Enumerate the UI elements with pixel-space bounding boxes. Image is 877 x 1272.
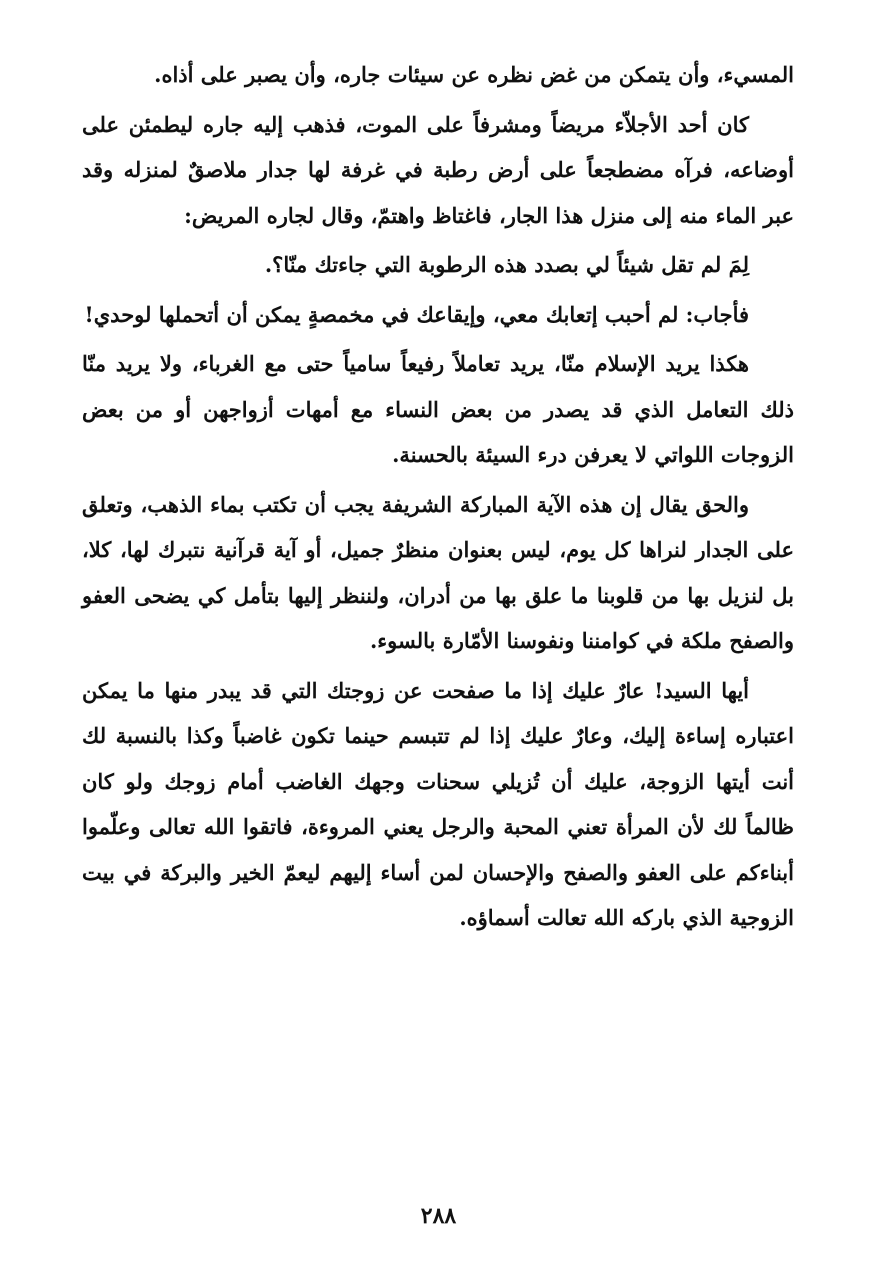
page-number: ٢٨٨ <box>420 1203 457 1229</box>
body-text <box>82 52 794 941</box>
paragraph-islam: هكذا يريد الإسلام منّا، يريد تعاملاً رفيعاً سامياً حتى مع الغرباء، ولا يريد منّا ذلك التعامل الذي قد يصدر من بعض النساء مع أمهات أزواجهن أو من بعض الزوجات اللواتي لا يعرفن درء السيئة بالحسنة. <box>82 351 794 467</box>
paragraph-verse: والحق يقال إن هذه الآية المباركة الشريفة يجب أن تكتب بماء الذهب، وتعلق على الجدار لنراها كل يوم، ليس بعنوان منظرٌ جميل، أو آية قرآنية نتبرك لها، كلا، بل لنزيل بها من قلوبنا ما علق بها من أدران، ولننظر إليها بتأمل كي يضحى العفو والصفح ملكة في كوامننا ونفوسنا الأمّارة بالسوء. <box>82 491 794 653</box>
paragraph-question: لِمَ لم تقل شيئاً لي بصدد هذه الرطوبة التي جاءتك منّا؟. <box>264 252 749 277</box>
paragraph-advice: أيها السيد! عارٌ عليك إذا ما صفحت عن زوجتك التي قد يبدر منها ما يمكن اعتباره إساءة إليك، وعارٌ عليك إذا لم تتبسم حينما تكون غاضباً وكذا بالنسبة لك أنت أيتها الزوجة، عليك أن تُزيلي سحنات وجهك الغاضب أمام زوجك ولو كان ظالماً لك لأن المرأة تعني المحبة والرجل يعني المروءة، فاتقوا الله تعالى وعلّموا أبناءكم على العفو والصفح والإحسان لمن أساء إليهم ليعمّ الخير والبركة في بيت الزوجية الذي باركه الله تعالت أسماؤه. <box>82 677 794 930</box>
paragraph-story: كان أحد الأجلاّء مريضاً ومشرفاً على الموت، فذهب إليه جاره ليطمئن على أوضاعه، فرآه مضطجعاً على أرض رطبة في غرفة لها جدار ملاصقٌ لمنزله وقد عبر الماء منه إلى منزل هذا الجار، فاغتاظ واهتمّ، وقال لجاره المريض: <box>82 111 794 228</box>
paragraph-answer: فأجاب: لم أحبب إتعابك معي، وإيقاعك في مخمصةٍ يمكن أن أتحملها لوحدي! <box>84 301 749 327</box>
paragraph-continuation: المسيء، وأن يتمكن من غض نظره عن سيئات جاره، وأن يصبر على أذاه. <box>154 62 794 87</box>
